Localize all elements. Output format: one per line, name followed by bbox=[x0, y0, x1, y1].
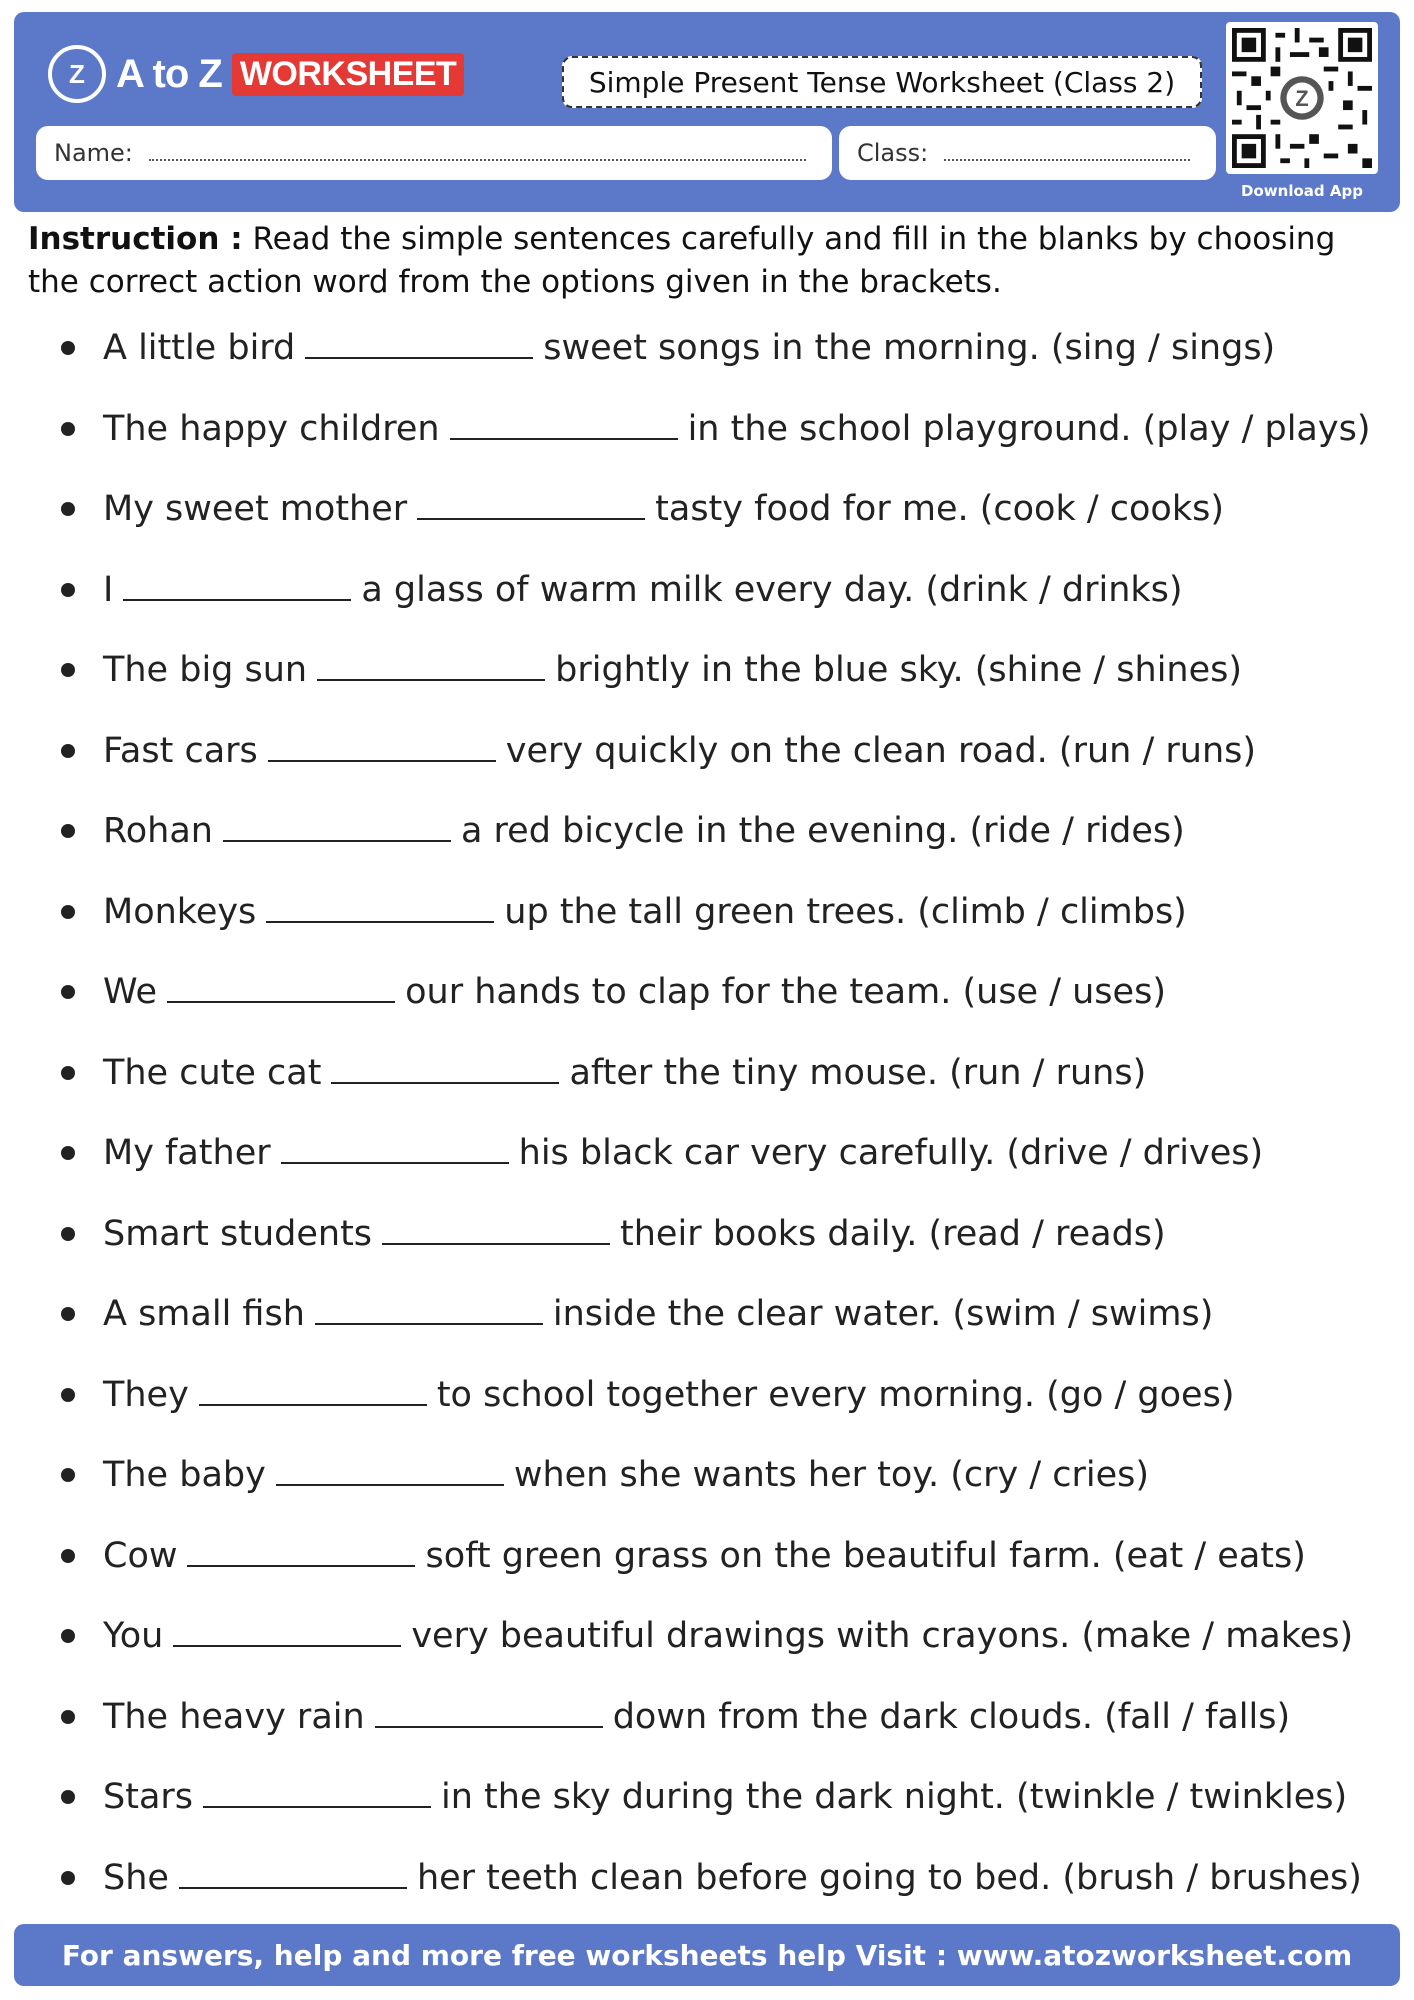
question-text-after: up the tall green trees. (climb / climbs) bbox=[504, 891, 1187, 932]
question-text-before: Rohan bbox=[103, 811, 213, 851]
bullet-icon bbox=[61, 663, 75, 677]
answer-blank[interactable] bbox=[187, 1545, 415, 1567]
answer-blank[interactable] bbox=[268, 740, 496, 762]
name-label: Name: bbox=[54, 139, 133, 167]
answer-blank[interactable] bbox=[179, 1867, 407, 1889]
answer-blank[interactable] bbox=[450, 418, 678, 440]
answer-blank[interactable] bbox=[167, 981, 395, 1003]
question-item bbox=[0, 399, 1370, 459]
instruction-text: Read the simple sentences carefully and fill in the blanks by choosing the correct action word from the options given in the brackets. bbox=[28, 221, 1336, 300]
question-text-before: A small fish bbox=[103, 1294, 305, 1334]
question-text-after: a red bicycle in the evening. (ride / rides) bbox=[460, 811, 1185, 851]
bullet-icon bbox=[61, 824, 75, 838]
answer-blank[interactable] bbox=[315, 1303, 543, 1325]
question-text-before: The big sun bbox=[103, 650, 308, 690]
question-text-after: in the sky during the dark night. (twinkle / twinkles) bbox=[441, 1777, 1348, 1817]
question-text-after: down from the dark clouds. (fall / falls) bbox=[612, 1696, 1291, 1737]
bullet-icon bbox=[61, 583, 75, 597]
question-text-after: to school together every morning. (go / goes) bbox=[436, 1374, 1235, 1415]
answer-blank[interactable] bbox=[173, 1625, 401, 1647]
question-text-before: Monkeys bbox=[103, 891, 257, 932]
question-item bbox=[0, 1526, 1306, 1586]
bullet-icon bbox=[61, 502, 75, 516]
question-item bbox=[0, 801, 1185, 861]
question-text-after: their books daily. (read / reads) bbox=[620, 1213, 1166, 1254]
class-label: Class: bbox=[857, 139, 929, 167]
question-text-before: My father bbox=[103, 1133, 271, 1173]
answer-blank[interactable] bbox=[305, 337, 533, 359]
instruction-label: Instruction : bbox=[28, 221, 243, 257]
question-item bbox=[0, 1123, 1263, 1183]
question-text-after: a glass of warm milk every day. (drink / drinks) bbox=[361, 569, 1183, 610]
answer-blank[interactable] bbox=[317, 659, 545, 681]
question-item bbox=[0, 640, 1242, 700]
bullet-icon bbox=[61, 1549, 75, 1563]
question-text-before: Smart students bbox=[103, 1213, 373, 1254]
bullet-icon bbox=[61, 744, 75, 758]
question-item bbox=[0, 1687, 1290, 1747]
bullet-icon bbox=[61, 1790, 75, 1804]
bullet-icon bbox=[61, 422, 75, 436]
answer-blank[interactable] bbox=[375, 1706, 603, 1728]
question-text-before: I bbox=[103, 569, 114, 610]
question-text-after: very beautiful drawings with crayons. (make / makes) bbox=[411, 1616, 1354, 1656]
answer-blank[interactable] bbox=[331, 1062, 559, 1084]
question-text-before: A little bird bbox=[103, 328, 296, 368]
answer-blank[interactable] bbox=[266, 901, 494, 923]
answer-blank[interactable] bbox=[199, 1384, 427, 1406]
question-item bbox=[0, 1204, 1166, 1264]
answer-blank[interactable] bbox=[417, 498, 645, 520]
bullet-icon bbox=[61, 1146, 75, 1160]
logo-text: A to Z bbox=[116, 51, 222, 96]
name-dotted-line bbox=[149, 145, 806, 161]
bullet-icon bbox=[61, 1468, 75, 1482]
question-text-before: Stars bbox=[103, 1777, 194, 1817]
answer-blank[interactable] bbox=[203, 1786, 431, 1808]
question-item bbox=[0, 479, 1224, 539]
name-field[interactable] bbox=[36, 126, 832, 180]
site-logo[interactable] bbox=[48, 44, 464, 104]
question-text-after: inside the clear water. (swim / swims) bbox=[552, 1294, 1214, 1334]
answer-blank[interactable] bbox=[223, 820, 451, 842]
qr-code-icon[interactable] bbox=[1226, 22, 1378, 174]
question-text-before: My sweet mother bbox=[103, 489, 408, 529]
question-text-after: brightly in the blue sky. (shine / shines) bbox=[555, 650, 1243, 690]
question-item bbox=[0, 882, 1187, 942]
question-text-before: They bbox=[103, 1374, 189, 1415]
bullet-icon bbox=[61, 985, 75, 999]
question-item bbox=[0, 1606, 1353, 1666]
question-item bbox=[0, 560, 1183, 620]
answer-blank[interactable] bbox=[276, 1464, 504, 1486]
question-text-after: when she wants her toy. (cry / cries) bbox=[513, 1455, 1150, 1495]
question-text-after: soft green grass on the beautiful farm. (eat / eats) bbox=[425, 1535, 1306, 1576]
question-item bbox=[0, 1365, 1234, 1425]
bullet-icon bbox=[61, 1629, 75, 1643]
bullet-icon bbox=[61, 905, 75, 919]
bullet-icon bbox=[61, 1227, 75, 1241]
bullet-icon bbox=[61, 1307, 75, 1321]
question-item bbox=[0, 1767, 1347, 1827]
question-text-before: The happy children bbox=[103, 408, 440, 449]
worksheet-header bbox=[14, 12, 1400, 212]
question-text-after: very quickly on the clean road. (run / runs) bbox=[505, 730, 1257, 771]
question-text-after: sweet songs in the morning. (sing / sings) bbox=[543, 328, 1276, 368]
question-text-before: You bbox=[103, 1616, 164, 1656]
question-text-before: She bbox=[103, 1857, 169, 1898]
question-item bbox=[0, 1043, 1146, 1103]
qr-code-graphic bbox=[1232, 28, 1372, 168]
question-text-after: after the tiny mouse. (run / runs) bbox=[569, 1052, 1147, 1093]
question-text-before: Cow bbox=[103, 1535, 178, 1576]
bullet-icon bbox=[61, 1710, 75, 1724]
question-text-before: Fast cars bbox=[103, 730, 258, 771]
answer-blank[interactable] bbox=[281, 1142, 509, 1164]
question-item bbox=[0, 721, 1256, 781]
question-item bbox=[0, 1284, 1213, 1344]
question-item bbox=[0, 962, 1166, 1022]
class-field[interactable] bbox=[839, 126, 1216, 180]
question-text-after: his black car very carefully. (drive / drives) bbox=[518, 1133, 1264, 1173]
question-item bbox=[0, 318, 1275, 378]
question-text-before: The heavy rain bbox=[103, 1696, 365, 1737]
bullet-icon bbox=[61, 341, 75, 355]
download-app-label[interactable]: Download App bbox=[1241, 182, 1363, 200]
question-text-before: The baby bbox=[103, 1455, 266, 1495]
worksheet-title: Simple Present Tense Worksheet (Class 2) bbox=[562, 56, 1202, 108]
question-text-before: We bbox=[103, 972, 158, 1012]
answer-blank[interactable] bbox=[382, 1223, 610, 1245]
bullet-icon bbox=[61, 1871, 75, 1885]
question-text-before: The cute cat bbox=[103, 1052, 322, 1093]
bullet-icon bbox=[61, 1066, 75, 1080]
question-text-after: in the school playground. (play / plays) bbox=[687, 408, 1371, 449]
svg-text:Z: Z bbox=[1295, 86, 1309, 112]
question-text-after: her teeth clean before going to bed. (brush / brushes) bbox=[416, 1857, 1362, 1898]
bullet-icon bbox=[61, 1388, 75, 1402]
question-item bbox=[0, 1445, 1149, 1505]
footer-banner[interactable]: For answers, help and more free worksheets help Visit : www.atozworksheet.com bbox=[14, 1924, 1400, 1986]
class-dotted-line bbox=[944, 145, 1190, 161]
answer-blank[interactable] bbox=[123, 579, 351, 601]
instruction-paragraph bbox=[28, 218, 1388, 304]
logo-badge: WORKSHEET bbox=[232, 53, 465, 96]
question-text-after: our hands to clap for the team. (use / uses) bbox=[405, 972, 1166, 1012]
question-item bbox=[0, 1848, 1362, 1908]
logo-mark-icon: Z bbox=[48, 45, 106, 103]
question-text-after: tasty food for me. (cook / cooks) bbox=[655, 489, 1225, 529]
